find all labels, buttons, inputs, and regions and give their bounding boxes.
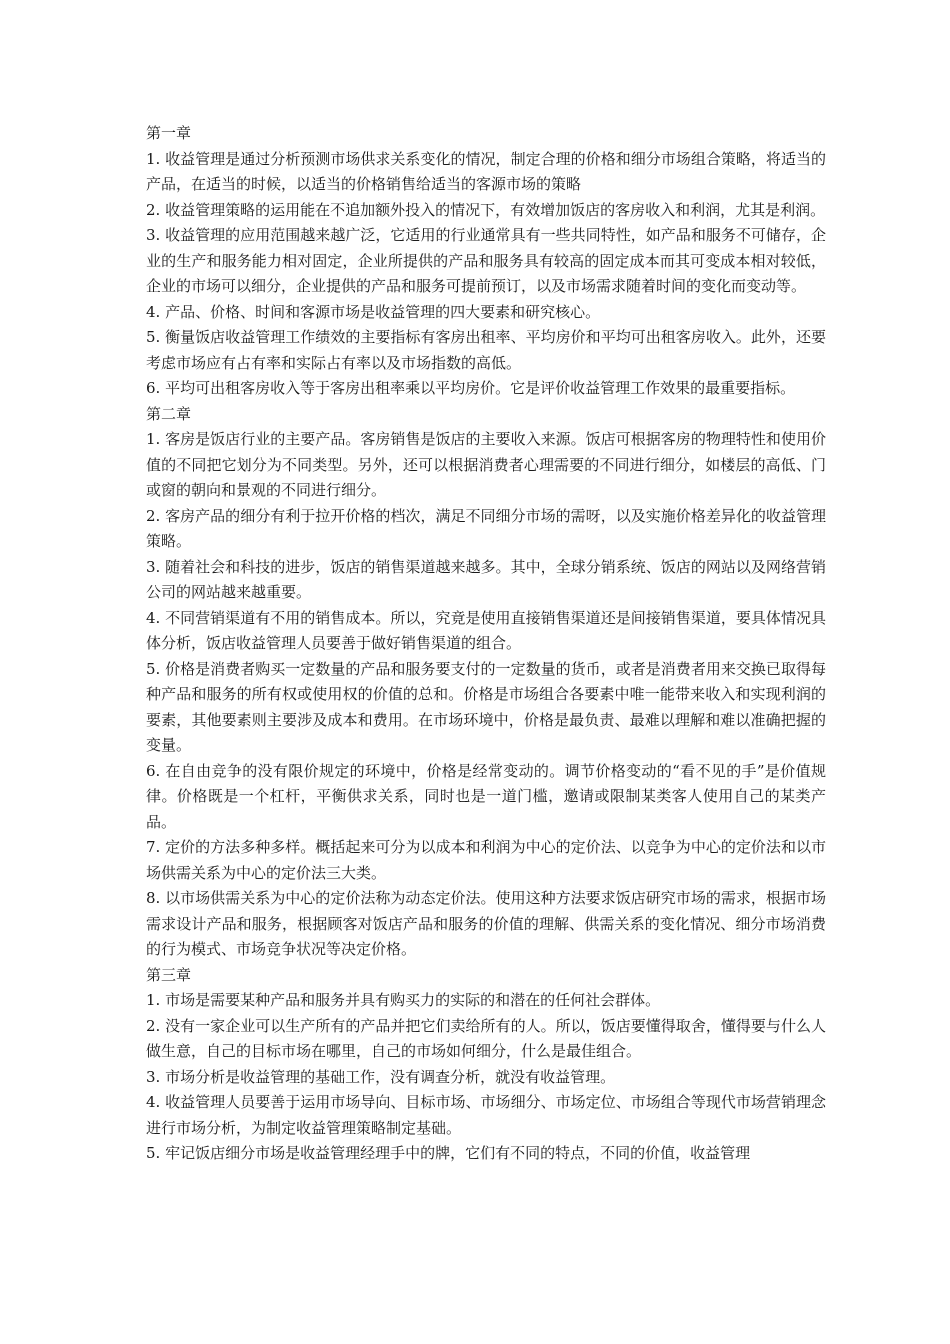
paragraph: 3. 市场分析是收益管理的基础工作，没有调查分析，就没有收益管理。: [146, 1067, 616, 1086]
paragraph: 1. 客房是饭店行业的主要产品。客房销售是饭店的主要收入来源。饭店可根据客房的物理特性和使用价值的不同把它划分为不同类型。另外，还可以根据消费者心理需要的不同进行细分，如楼层的高低、门或窗的朝向和景观的不同进行细分。: [146, 430, 826, 499]
chapter-2: [146, 402, 826, 963]
paragraph: 3. 随着社会和科技的进步，饭店的销售渠道越来越多。其中，全球分销系统、饭店的网站以及网络营销公司的网站越来越重要。: [146, 557, 826, 601]
paragraph: 1. 收益管理是通过分析预测市场供求关系变化的情况，制定合理的价格和细分市场组合策略，将适当的产品，在适当的时候，以适当的价格销售给适当的客源市场的策略: [146, 149, 826, 193]
paragraph: 6. 在自由竞争的没有限价规定的环境中，价格是经常变动的。调节价格变动的“看不见的手”是价值规律。价格既是一个杠杆，平衡供求关系，同时也是一道门槛，邀请或限制某类客人使用自己的某类产品。: [146, 761, 826, 831]
paragraph: 8. 以市场供需关系为中心的定价法称为动态定价法。使用这种方法要求饭店研究市场的需求，根据市场需求设计产品和服务，根据顾客对饭店产品和服务的价值的理解、供需关系的变化情况、细分市场消费的行为模式、市场竞争状况等决定价格。: [146, 889, 826, 958]
paragraph: 4. 产品、价格、时间和客源市场是收益管理的四大要素和研究核心。: [146, 302, 601, 321]
paragraph: 5. 衡量饭店收益管理工作绩效的主要指标有客房出租率、平均房价和平均可出租客房收入。此外，还要考虑市场应有占有率和实际占有率以及市场指数的高低。: [146, 328, 826, 372]
paragraph: 7. 定价的方法多种多样。概括起来可分为以成本和利润为中心的定价法、以竞争为中心的定价法和以市场供需关系为中心的定价法三大类。: [146, 838, 826, 882]
paragraph: 2. 没有一家企业可以生产所有的产品并把它们卖给所有的人。所以，饭店要懂得取舍，懂得要与什么人做生意，自己的目标市场在哪里，自己的市场如何细分，什么是最佳组合。: [146, 1016, 826, 1060]
paragraph: 2. 收益管理策略的运用能在不追加额外投入的情况下，有效增加饭店的客房收入和利润，尤其是利润。: [146, 200, 826, 219]
chapter-3: [146, 963, 826, 1167]
chapter-heading: 第二章: [146, 404, 192, 423]
paragraph: 3. 收益管理的应用范围越来越广泛，它适用的行业通常具有一些共同特性，如产品和服务不可储存，企业的生产和服务能力相对固定，企业所提供的产品和服务具有较高的固定成本而其可变成本相对较低，企业的市场可以细分，企业提供的产品和服务可提前预订，以及市场需求随着时间的变化而变动等。: [146, 226, 826, 295]
paragraph: 1. 市场是需要某种产品和服务并具有购买力的实际的和潜在的任何社会群体。: [146, 991, 661, 1009]
paragraph: 5. 牢记饭店细分市场是收益管理经理手中的牌，它们有不同的特点，不同的价值，收益管理: [146, 1144, 751, 1162]
chapter-1: [146, 121, 826, 402]
paragraph: 2. 客房产品的细分有利于拉开价格的档次，满足不同细分市场的需呀，以及实施价格差异化的收益管理策略。: [146, 506, 826, 550]
paragraph: 5. 价格是消费者购买一定数量的产品和服务要支付的一定数量的货币，或者是消费者用来交换已取得每种产品和服务的所有权或使用权的价值的总和。价格是市场组合各要素中唯一能带来收入和实现利润的要素，其他要素则主要涉及成本和费用。在市场环境中，价格是最负责、最难以理解和难以准确把握的变量。: [146, 659, 826, 754]
paragraph: 4. 收益管理人员要善于运用市场导向、目标市场、市场细分、市场定位、市场组合等现代市场营销理念进行市场分析，为制定收益管理策略制定基础。: [146, 1093, 826, 1137]
paragraph: 6. 平均可出租客房收入等于客房出租率乘以平均房价。它是评价收益管理工作效果的最重要指标。: [146, 379, 796, 397]
document-body: [146, 121, 826, 1167]
chapter-heading: 第三章: [146, 965, 192, 984]
paragraph: 4. 不同营销渠道有不用的销售成本。所以，究竟是使用直接销售渠道还是间接销售渠道，要具体情况具体分析，饭店收益管理人员要善于做好销售渠道的组合。: [146, 608, 826, 652]
chapter-heading: 第一章: [146, 124, 192, 142]
